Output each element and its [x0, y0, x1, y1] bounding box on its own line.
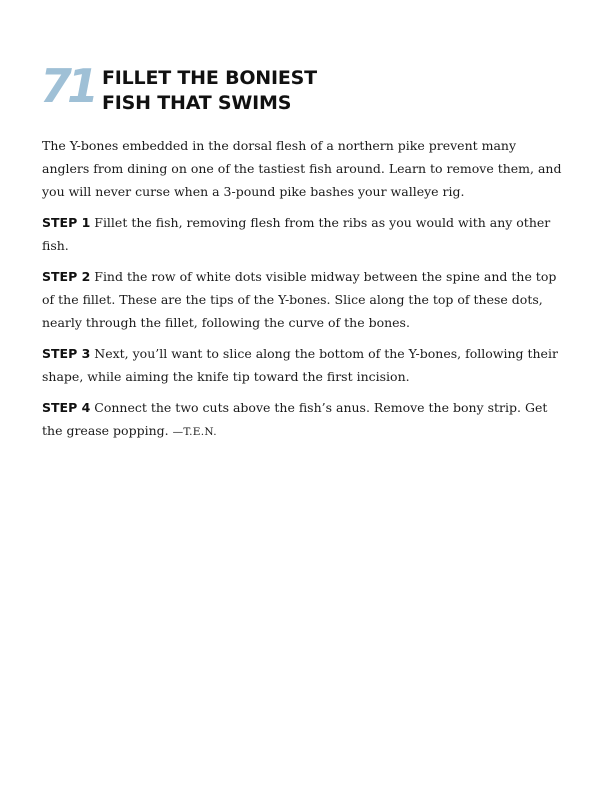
intro-paragraph: The Y-bones embedded in the dorsal flesh of a northern pike prevent many anglers from dining on one of the tastiest fish around. Learn to remove them, and you will never curse when a 3-pound pike bashes your walleye rig.	[42, 138, 562, 199]
tip-header	[40, 59, 560, 122]
step-3-label: STEP 3	[42, 346, 91, 361]
step-1-paragraph	[42, 211, 562, 257]
step-3-text: Next, you’ll want to slice along the bottom of the Y-bones, following their shape, while aiming the knife tip toward the first incision.	[42, 346, 558, 384]
step-4-paragraph	[42, 396, 562, 444]
tip-title-line-1: FILLET THE BONIEST	[102, 67, 317, 89]
tip-title	[102, 66, 317, 116]
article-body	[42, 134, 562, 452]
step-1-label: STEP 1	[42, 215, 91, 230]
step-4-label: STEP 4	[42, 400, 91, 415]
tip-number: 71	[40, 59, 95, 113]
tip-title-line-2: FISH THAT SWIMS	[102, 92, 292, 114]
step-2-paragraph	[42, 265, 562, 334]
step-2-text: Find the row of white dots visible midway between the spine and the top of the fillet. These are the tips of the Y-bones. Slice along the top of these dots, nearly through the fillet, following the curve of the bones.	[42, 269, 557, 330]
step-2-label: STEP 2	[42, 269, 91, 284]
step-1-text: Fillet the fish, removing flesh from the ribs as you would with any other fish.	[42, 215, 551, 253]
byline: —T.E.N.	[172, 426, 217, 438]
step-4-text: Connect the two cuts above the fish’s anus. Remove the bony strip. Get the grease popping.	[42, 400, 548, 438]
step-3-paragraph	[42, 342, 562, 388]
